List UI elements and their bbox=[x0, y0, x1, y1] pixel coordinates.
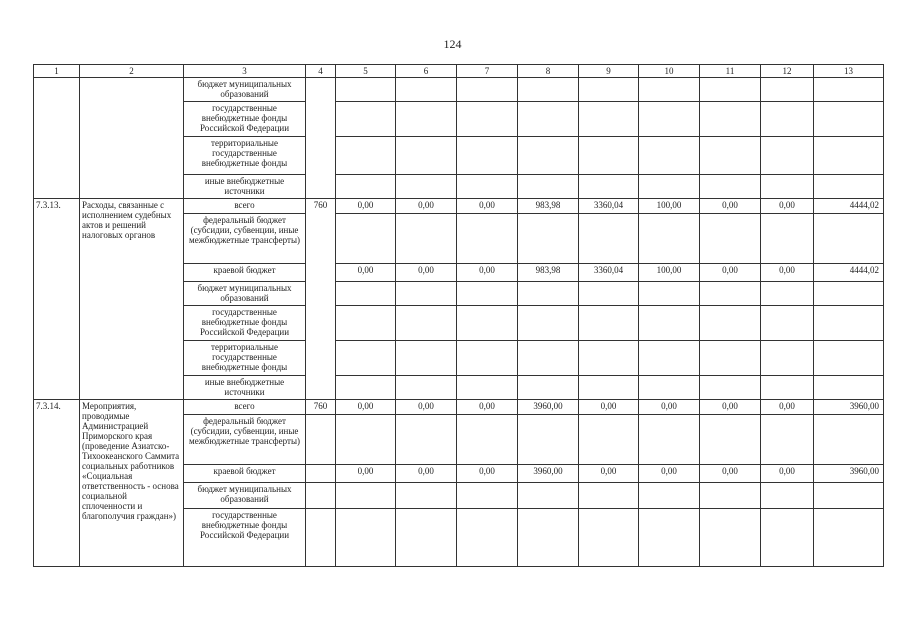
code-cell bbox=[306, 78, 336, 199]
value-cell: 0,00 bbox=[336, 400, 396, 415]
header-row bbox=[34, 65, 884, 78]
column-header: 6 bbox=[396, 65, 457, 78]
column-header: 5 bbox=[336, 65, 396, 78]
value-cell: 0,00 bbox=[457, 465, 518, 483]
funding-source: государственные внебюджетные фонды Российской Федерации bbox=[184, 102, 306, 137]
value-cell: 3960,00 bbox=[518, 465, 579, 483]
item-number-cell bbox=[34, 78, 80, 199]
value-cell: 0,00 bbox=[336, 465, 396, 483]
column-header: 9 bbox=[579, 65, 639, 78]
value-cell: 3960,00 bbox=[814, 465, 884, 483]
funding-source: государственные внебюджетные фонды Российской Федерации bbox=[184, 509, 306, 567]
value-cell: 0,00 bbox=[761, 264, 814, 282]
value-cell: 0,00 bbox=[457, 400, 518, 415]
table-row bbox=[34, 400, 884, 415]
value-cell: 983,98 bbox=[518, 199, 579, 214]
item-code: 760 bbox=[306, 400, 336, 415]
funding-source: федеральный бюджет (субсидии, субвенции, иные межбюджетные трансферты) bbox=[184, 415, 306, 465]
item-code: 760 bbox=[306, 199, 336, 400]
funding-source: бюджет муниципальных образований bbox=[184, 282, 306, 306]
column-header: 13 bbox=[814, 65, 884, 78]
item-description-cell bbox=[80, 78, 184, 199]
item-description: Расходы, связанные с исполнением судебных актов и решений налоговых органов bbox=[80, 199, 184, 400]
funding-source: государственные внебюджетные фонды Российской Федерации bbox=[184, 306, 306, 341]
column-header: 1 bbox=[34, 65, 80, 78]
value-cell: 0,00 bbox=[457, 264, 518, 282]
funding-source: бюджет муниципальных образований bbox=[184, 78, 306, 102]
value-cell: 0,00 bbox=[761, 465, 814, 483]
funding-source: иные внебюджетные источники bbox=[184, 175, 306, 199]
column-header: 12 bbox=[761, 65, 814, 78]
value-cell: 100,00 bbox=[639, 199, 700, 214]
funding-source: всего bbox=[184, 400, 306, 415]
funding-source: краевой бюджет bbox=[184, 465, 306, 483]
column-header: 8 bbox=[518, 65, 579, 78]
value-cell: 0,00 bbox=[761, 199, 814, 214]
funding-source: федеральный бюджет (субсидии, субвенции, иные межбюджетные трансферты) bbox=[184, 214, 306, 264]
funding-source: краевой бюджет bbox=[184, 264, 306, 282]
value-cell: 0,00 bbox=[761, 400, 814, 415]
value-cell: 0,00 bbox=[396, 199, 457, 214]
value-cell: 0,00 bbox=[336, 264, 396, 282]
value-cell: 100,00 bbox=[639, 264, 700, 282]
funding-source: территориальные государственные внебюджетные фонды bbox=[184, 341, 306, 376]
value-cell: 0,00 bbox=[639, 465, 700, 483]
item-description: Мероприятия, проводимые Администрацией Приморского края (проведение Азиатско-Тихоокеанского Саммита социальных работников «Социальная ответственность - основа социальной сплоченности и благополучия граждан») bbox=[80, 400, 184, 567]
value-cell: 4444,02 bbox=[814, 264, 884, 282]
value-cell: 0,00 bbox=[700, 465, 761, 483]
value-cell: 3960,00 bbox=[518, 400, 579, 415]
value-cell: 0,00 bbox=[396, 465, 457, 483]
value-cell: 0,00 bbox=[396, 400, 457, 415]
value-cell: 0,00 bbox=[336, 199, 396, 214]
funding-source: территориальные государственные внебюджетные фонды bbox=[184, 137, 306, 175]
funding-source: всего bbox=[184, 199, 306, 214]
column-header: 11 bbox=[700, 65, 761, 78]
table-row bbox=[34, 78, 884, 102]
column-header: 2 bbox=[80, 65, 184, 78]
column-header: 3 bbox=[184, 65, 306, 78]
value-cell: 0,00 bbox=[639, 400, 700, 415]
table-row bbox=[34, 199, 884, 214]
value-cell: 0,00 bbox=[700, 199, 761, 214]
value-cell: 3360,04 bbox=[579, 264, 639, 282]
value-cell: 983,98 bbox=[518, 264, 579, 282]
funding-source: иные внебюджетные источники bbox=[184, 376, 306, 400]
value-cell: 4444,02 bbox=[814, 199, 884, 214]
funding-source: бюджет муниципальных образований bbox=[184, 483, 306, 509]
column-header: 4 bbox=[306, 65, 336, 78]
page-number: 124 bbox=[443, 37, 462, 51]
column-header: 10 bbox=[639, 65, 700, 78]
value-cell: 0,00 bbox=[700, 400, 761, 415]
budget-table bbox=[33, 64, 884, 567]
value-cell: 3360,04 bbox=[579, 199, 639, 214]
value-cell: 3960,00 bbox=[814, 400, 884, 415]
value-cell: 0,00 bbox=[579, 465, 639, 483]
item-number: 7.3.14. bbox=[34, 400, 80, 567]
value-cell: 0,00 bbox=[457, 199, 518, 214]
value-cell: 0,00 bbox=[700, 264, 761, 282]
item-number: 7.3.13. bbox=[34, 199, 80, 400]
value-cell: 0,00 bbox=[579, 400, 639, 415]
column-header: 7 bbox=[457, 65, 518, 78]
value-cell: 0,00 bbox=[396, 264, 457, 282]
